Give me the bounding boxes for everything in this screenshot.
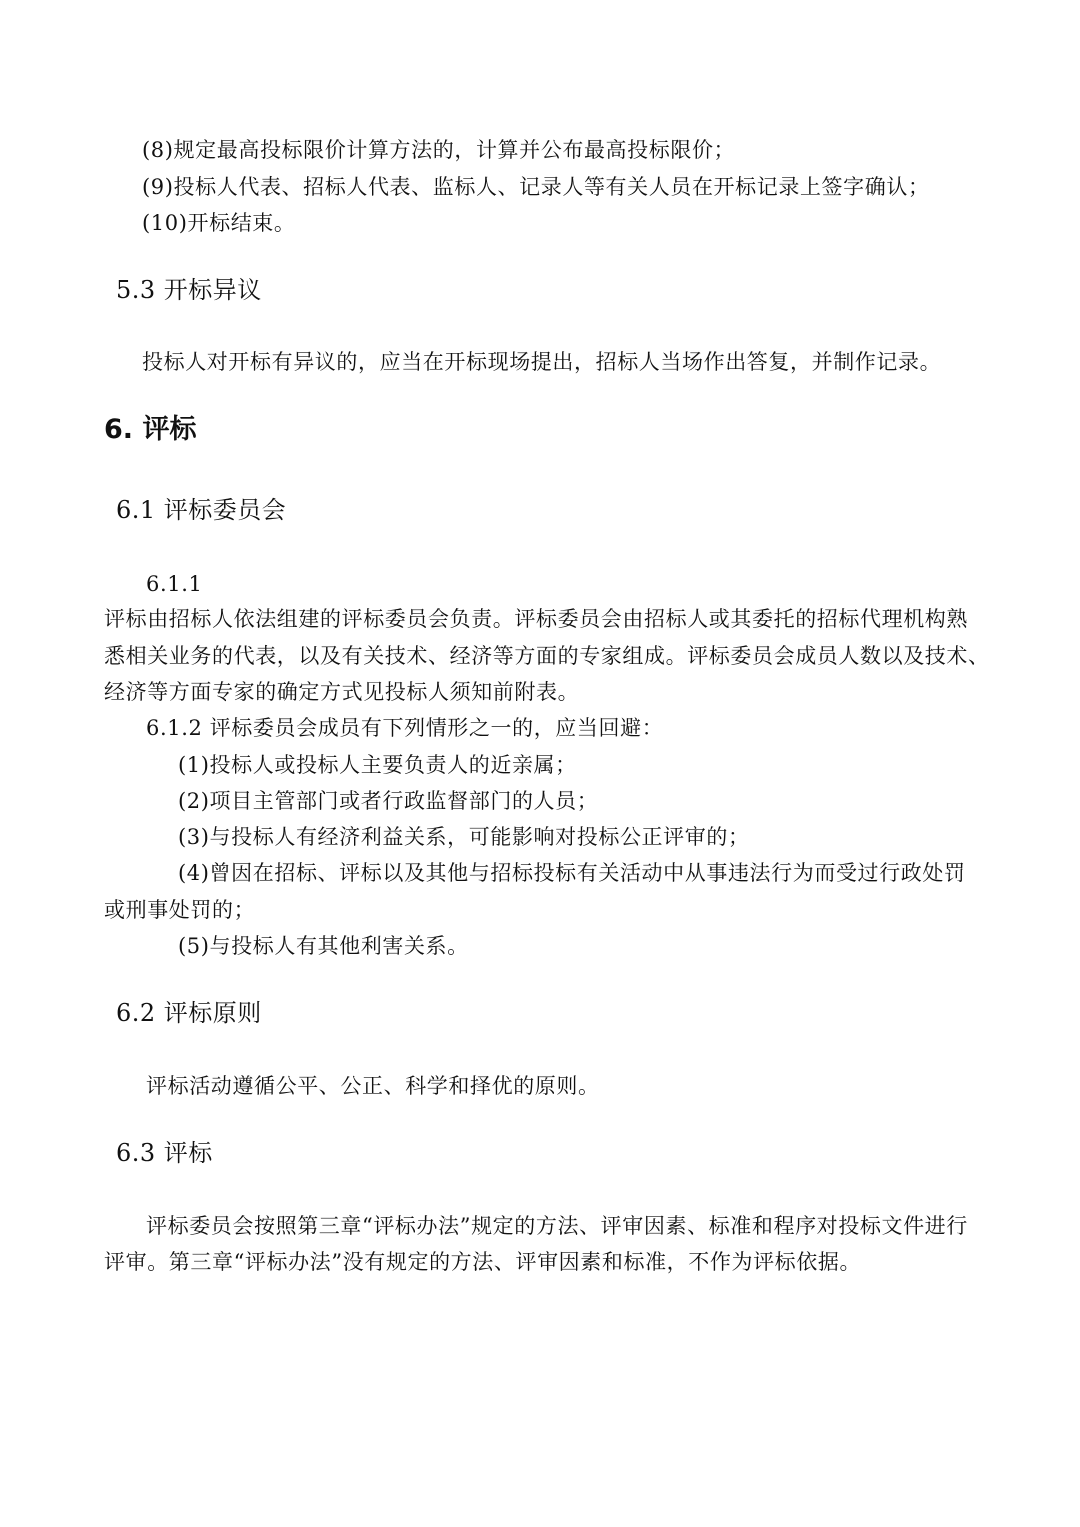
paragraph-6-1-1-line-3: 经济等方面专家的确定方式见投标人须知前附表。 [104,680,580,704]
avoid-item-4-continued: 或刑事处罚的； [104,898,256,922]
paragraph-5-3: 投标人对开标有异议的，应当在开标现场提出，招标人当场作出答复，并制作记录。 [142,350,942,374]
paragraph-6-2: 评标活动遵循公平、公正、科学和择优的原则。 [146,1074,600,1098]
avoid-item-1: (1)投标人或投标人主要负责人的近亲属； [178,753,577,777]
list-item-10: (10)开标结束。 [142,211,296,235]
avoid-item-5: (5)与投标人有其他利害关系。 [178,934,469,958]
clause-number-6-1-1: 6.1.1 [146,572,203,596]
section-heading-6-1: 6.1 评标委员会 [116,496,287,524]
avoid-item-4: (4)曾因在招标、评标以及其他与招标投标有关活动中从事违法行为而受过行政处罚 [178,861,966,885]
paragraph-6-1-1-line-1: 评标由招标人依法组建的评标委员会负责。评标委员会由招标人或其委托的招标代理机构熟 [104,607,968,631]
paragraph-6-1-1-line-2: 悉相关业务的代表，以及有关技术、经济等方面的专家组成。评标委员会成员人数以及技术、 [104,644,990,668]
clause-6-1-2-intro: 6.1.2 评标委员会成员有下列情形之一的，应当回避： [146,716,664,740]
section-heading-6-3: 6.3 评标 [116,1139,213,1167]
section-heading-6-2: 6.2 评标原则 [116,999,262,1027]
section-heading-5-3: 5.3 开标异议 [116,276,262,304]
list-item-9: (9)投标人代表、招标人代表、监标人、记录人等有关人员在开标记录上签字确认； [142,175,930,199]
paragraph-6-3-line-2: 评审。第三章“评标办法”没有规定的方法、评审因素和标准，不作为评标依据。 [104,1250,862,1274]
chapter-heading-6: 6. 评标 [104,414,197,445]
list-item-8: (8)规定最高投标限价计算方法的，计算并公布最高投标限价； [142,138,736,162]
avoid-item-3: (3)与投标人有经济利益关系，可能影响对投标公正评审的； [178,825,750,849]
avoid-item-2: (2)项目主管部门或者行政监督部门的人员； [178,789,599,813]
paragraph-6-3-line-1: 评标委员会按照第三章“评标办法”规定的方法、评审因素、标准和程序对投标文件进行 [146,1214,968,1238]
